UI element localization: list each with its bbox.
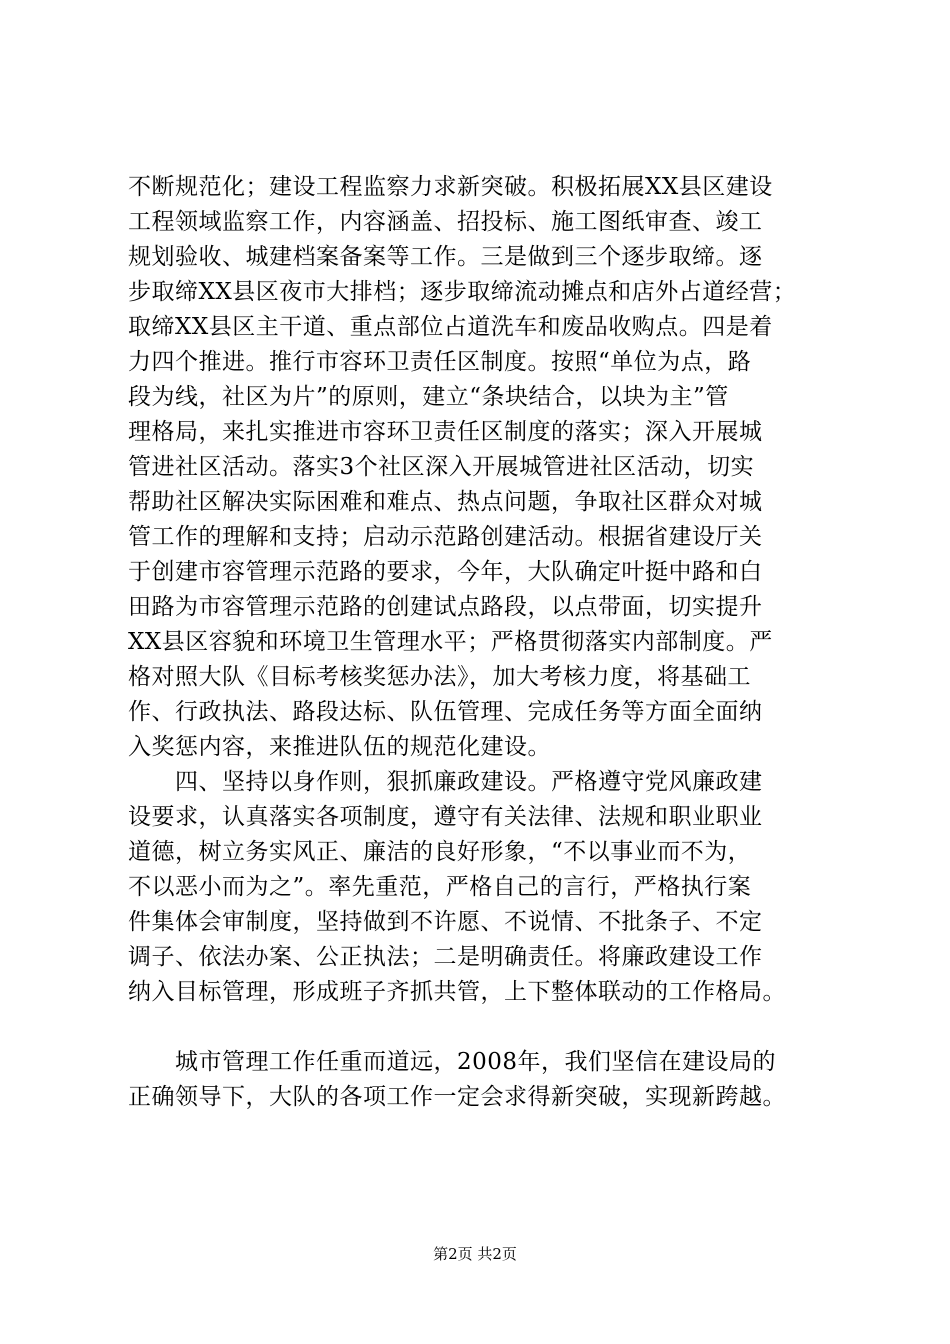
text-line: 帮助社区解决实际困难和难点、热点问题，争取社区群众对城 (128, 489, 763, 515)
text-line: 取缔XX县区主干道、重点部位占道洗车和废品收购点。四是着 (128, 314, 773, 340)
paragraph-four (128, 765, 850, 1010)
text-line: 田路为市容管理示范路的创建试点路段，以点带面，切实提升 (128, 594, 763, 620)
text-line: 理格局，来扎实推进市容环卫责任区制度的落实；深入开展城 (128, 419, 763, 445)
text-line: 入奖惩内容，来推进队伍的规范化建设。 (128, 734, 551, 760)
text-line: 步取缔XX县区夜市大排档；逐步取缔流动摊点和店外占道经营； (128, 279, 797, 305)
text-line: 管进社区活动。落实3个社区深入开展城管进社区活动，切实 (128, 454, 755, 480)
text-line: 件集体会审制度，坚持做到不许愿、不说情、不批条子、不定 (128, 909, 763, 935)
text-line: 作、行政执法、路段达标、队伍管理、完成任务等方面全面纳 (128, 699, 763, 725)
text-line: XX县区容貌和环境卫生管理水平；严格贯彻落实内部制度。严 (128, 629, 773, 655)
text-line: 不以恶小而为之”。率先重范，严格自己的言行，严格执行案 (128, 874, 752, 900)
text-line: 规划验收、城建档案备案等工作。三是做到三个逐步取缔。逐 (128, 244, 763, 270)
text-line: 正确领导下，大队的各项工作一定会求得新突破，实现新跨越。 (128, 1084, 786, 1110)
text-line: 道德，树立务实风正、廉洁的良好形象，“不以事业而不为， (128, 839, 752, 865)
text-line: 纳入目标管理，形成班子齐抓共管，上下整体联动的工作格局。 (128, 979, 786, 1005)
text-line: 力四个推进。推行市容环卫责任区制度。按照“单位为点，路 (128, 349, 752, 375)
text-line: 设要求，认真落实各项制度，遵守有关法律、法规和职业职业 (128, 804, 763, 830)
text-line: 不断规范化；建设工程监察力求新突破。积极拓展XX县区建设 (128, 174, 773, 200)
text-line: 四、坚持以身作则，狠抓廉政建设。严格遵守党风廉政建 (128, 769, 763, 795)
text-line: 调子、依法办案、公正执法；二是明确责任。将廉政建设工作 (128, 944, 763, 970)
paragraph-spacer (128, 1010, 850, 1045)
text-line: 格对照大队《目标考核奖惩办法》，加大考核力度，将基础工 (128, 664, 751, 690)
text-line: 城市管理工作任重而道远，2008年，我们坚信在建设局的 (128, 1049, 777, 1075)
closing-paragraph (128, 1045, 850, 1115)
text-line: 于创建市容管理示范路的要求，今年，大队确定叶挺中路和白 (128, 559, 763, 585)
document-body (128, 170, 850, 1115)
paragraph-continuation (128, 170, 850, 765)
text-line: 段为线，社区为片”的原则，建立“条块结合，以块为主”管 (128, 384, 729, 410)
page-number-footer: 第2页 共2页 (433, 1245, 517, 1263)
text-line: 管工作的理解和支持；启动示范路创建活动。根据省建设厅关 (128, 524, 763, 550)
text-line: 工程领域监察工作，内容涵盖、招投标、施工图纸审查、竣工 (128, 209, 763, 235)
